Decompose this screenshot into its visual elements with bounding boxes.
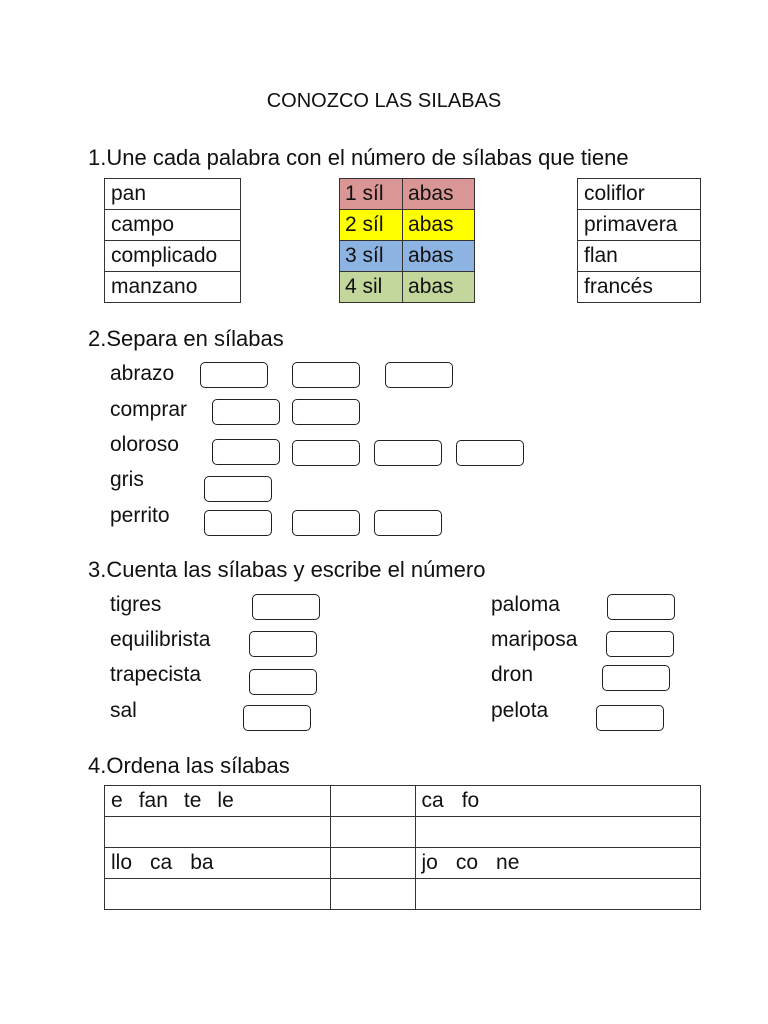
exercise-1-right-word-table: [577, 178, 701, 303]
answer-cell[interactable]: [330, 817, 415, 848]
count-input-box[interactable]: [243, 705, 311, 731]
syllable-input-box[interactable]: [456, 440, 524, 466]
syllable: te: [183, 789, 202, 812]
word-label: paloma: [491, 593, 560, 616]
word-cell: coliflor: [578, 179, 701, 210]
syllable: ca: [421, 789, 444, 812]
answer-cell[interactable]: [415, 879, 701, 910]
scrambled-syllables-cell: [105, 786, 331, 817]
syllable: llo: [111, 851, 133, 874]
word-label: abrazo: [110, 362, 175, 385]
exercise-4-order-table: [104, 785, 701, 910]
answer-cell[interactable]: [330, 786, 415, 817]
syllable: ne: [496, 851, 520, 874]
answer-cell[interactable]: [415, 817, 701, 848]
count-input-box[interactable]: [252, 594, 320, 620]
word-cell: francés: [578, 272, 701, 303]
syllable-input-box[interactable]: [212, 439, 280, 465]
word-cell: manzano: [105, 272, 241, 303]
syllable-input-box[interactable]: [385, 362, 453, 388]
word-label: equilibrista: [110, 628, 211, 651]
syllable-count-number: 3 síl: [340, 241, 403, 272]
exercise-1-heading: 1.Une cada palabra con el número de sílabas que tiene: [88, 145, 629, 170]
count-input-box[interactable]: [607, 594, 675, 620]
syllable-input-box[interactable]: [212, 399, 280, 425]
scrambled-syllables-cell: [105, 848, 331, 879]
word-cell: primavera: [578, 210, 701, 241]
count-input-box[interactable]: [606, 631, 674, 657]
word-cell: flan: [578, 241, 701, 272]
syllable-input-box[interactable]: [374, 510, 442, 536]
syllable: fo: [461, 789, 480, 812]
syllable: co: [455, 851, 479, 874]
syllable-input-box[interactable]: [292, 362, 360, 388]
answer-cell[interactable]: [330, 879, 415, 910]
word-label: oloroso: [110, 433, 179, 456]
word-label: comprar: [110, 398, 188, 421]
exercise-3-heading: 3.Cuenta las sílabas y escribe el número: [88, 557, 486, 582]
word-cell: campo: [105, 210, 241, 241]
count-input-box[interactable]: [249, 631, 317, 657]
syllable: ca: [150, 851, 173, 874]
count-input-box[interactable]: [602, 665, 670, 691]
syllable-count-number: 2 síl: [340, 210, 403, 241]
exercise-1-syllable-count-table: [339, 178, 475, 303]
word-cell: complicado: [105, 241, 241, 272]
syllable-input-box[interactable]: [200, 362, 268, 388]
syllable-count-number: 1 síl: [340, 179, 403, 210]
scrambled-syllables-cell: [415, 848, 701, 879]
word-label: mariposa: [491, 628, 578, 651]
exercise-1-left-word-table: [104, 178, 241, 303]
count-input-box[interactable]: [249, 669, 317, 695]
scrambled-syllables-cell: [415, 786, 701, 817]
syllable-input-box[interactable]: [374, 440, 442, 466]
word-cell: pan: [105, 179, 241, 210]
syllable: ba: [190, 851, 214, 874]
syllable-input-box[interactable]: [292, 440, 360, 466]
syllable: le: [217, 789, 234, 812]
word-label: sal: [110, 699, 137, 722]
exercise-4-heading: 4.Ordena las sílabas: [88, 753, 290, 778]
syllable-count-word: abas: [403, 179, 475, 210]
word-label: tigres: [110, 593, 162, 616]
exercise-2-heading: 2.Separa en sílabas: [88, 326, 284, 351]
word-label: perrito: [110, 504, 170, 527]
word-label: gris: [110, 468, 144, 491]
answer-cell[interactable]: [105, 879, 331, 910]
count-input-box[interactable]: [596, 705, 664, 731]
word-label: pelota: [491, 699, 549, 722]
syllable-input-box[interactable]: [292, 510, 360, 536]
syllable-input-box[interactable]: [204, 510, 272, 536]
syllable-count-word: abas: [403, 210, 475, 241]
syllable: e: [111, 789, 123, 812]
page-title: CONOZCO LAS SILABAS: [266, 90, 502, 112]
word-label: dron: [491, 663, 534, 686]
syllable-count-number: 4 sil: [340, 272, 403, 303]
answer-cell[interactable]: [330, 848, 415, 879]
syllable-input-box[interactable]: [204, 476, 272, 502]
answer-cell[interactable]: [105, 817, 331, 848]
syllable-count-word: abas: [403, 241, 475, 272]
syllable-count-word: abas: [403, 272, 475, 303]
syllable: jo: [421, 851, 438, 874]
syllable: fan: [138, 789, 168, 812]
syllable-input-box[interactable]: [292, 399, 360, 425]
word-label: trapecista: [110, 663, 202, 686]
